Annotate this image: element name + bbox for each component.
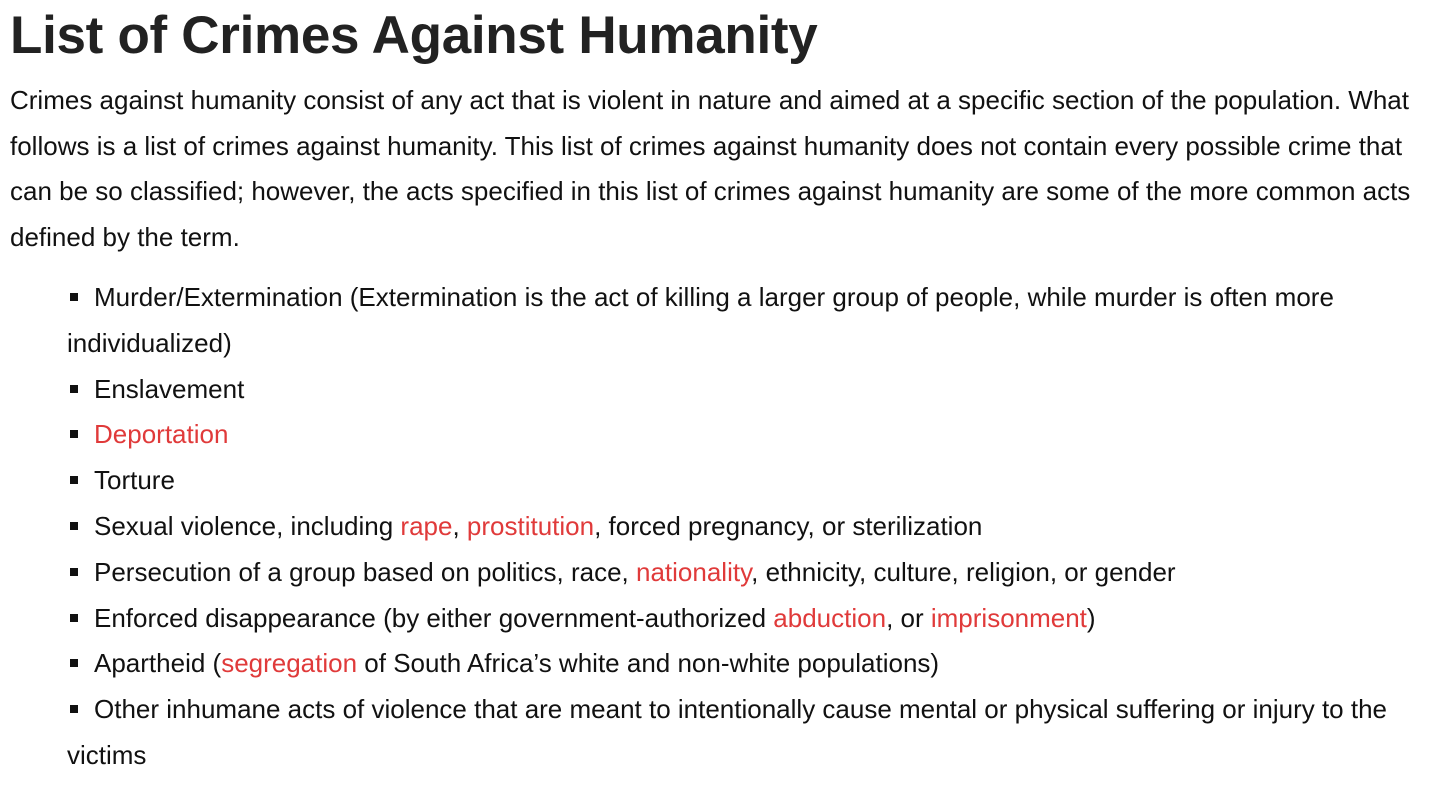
- bullet-icon: [70, 705, 78, 713]
- list-item-text: , forced pregnancy, or sterilization: [594, 510, 983, 541]
- list-item-text: Enforced disappearance (by either government-authorized: [94, 602, 774, 633]
- list-item-text: Persecution of a group based on politics, race,: [94, 556, 636, 587]
- bullet-icon: [70, 385, 78, 393]
- list-item-other-inhumane-acts: [67, 687, 1452, 779]
- list-item-text: , ethnicity, culture, religion, or gender: [751, 556, 1176, 587]
- bullet-icon: [70, 568, 78, 576]
- rape-link[interactable]: rape: [400, 510, 453, 541]
- prostitution-link[interactable]: prostitution: [466, 510, 595, 541]
- bullet-icon: [70, 614, 78, 622]
- segregation-link[interactable]: segregation: [221, 648, 358, 679]
- list-item-text: Torture: [94, 465, 175, 496]
- list-item-enforced-disappearance: [67, 596, 1452, 642]
- page-title: List of Crimes Against Humanity: [10, 6, 818, 65]
- list-item-enslavement: [67, 367, 1452, 413]
- list-item-text: ): [1086, 602, 1096, 633]
- crime-list: [10, 275, 1452, 779]
- bullet-icon: [70, 430, 78, 438]
- list-item-apartheid: [67, 641, 1452, 687]
- list-item-text: Apartheid (: [94, 648, 222, 679]
- deportation-link[interactable]: Deportation: [94, 419, 229, 450]
- bullet-icon: [70, 293, 78, 301]
- list-item-text: Enslavement: [94, 373, 245, 404]
- list-item-text: Murder/Extermination (Extermination is the act of killing a larger group of people, while murder is often more individualized): [67, 282, 1334, 358]
- list-item-deportation: [67, 412, 1452, 458]
- imprisonment-link[interactable]: imprisonment: [930, 602, 1087, 633]
- nationality-link[interactable]: nationality: [636, 556, 752, 587]
- list-item-text: ,: [452, 510, 467, 541]
- abduction-link[interactable]: abduction: [773, 602, 887, 633]
- list-item-text: Sexual violence, including: [94, 510, 401, 541]
- intro-paragraph: Crimes against humanity consist of any act that is violent in nature and aimed at a specific section of the population. What follows is a list of crimes against humanity. This list of crimes against humanity does not contain every possible crime that can be so classified; however, the acts specified in this list of crimes against humanity are some of the more common acts defined by the term.: [10, 85, 1411, 252]
- list-item-torture: [67, 458, 1452, 504]
- bullet-icon: [70, 476, 78, 484]
- list-item-text: of South Africa’s white and non-white populations): [357, 648, 940, 679]
- list-item-text: , or: [886, 602, 931, 633]
- bullet-icon: [70, 659, 78, 667]
- list-item-sexual-violence: [67, 504, 1452, 550]
- list-item-text: Other inhumane acts of violence that are meant to intentionally cause mental or physical suffering or injury to the victims: [67, 694, 1388, 770]
- bullet-icon: [70, 522, 78, 530]
- list-item-persecution: [67, 550, 1452, 596]
- list-item-murder-extermination: [67, 275, 1452, 367]
